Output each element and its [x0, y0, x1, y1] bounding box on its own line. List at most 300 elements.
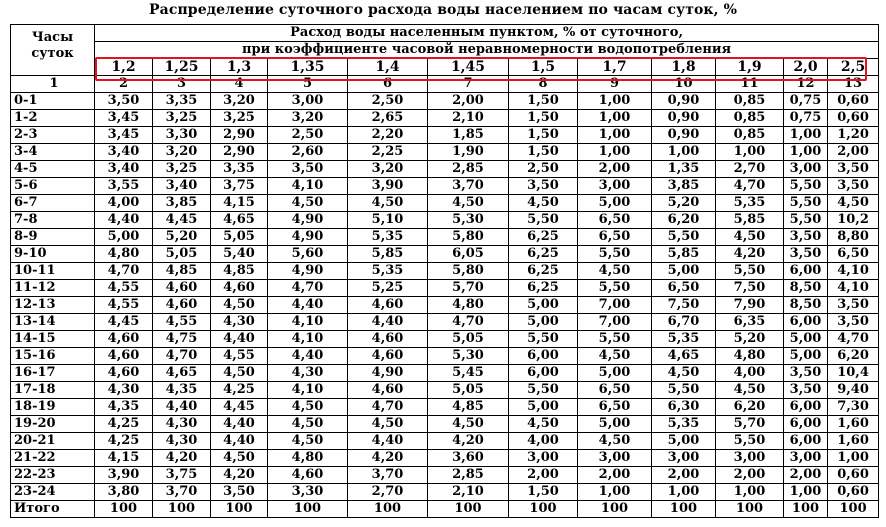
table-row	[11, 110, 879, 127]
value-cell: 0,60	[828, 93, 879, 110]
value-cell: 3,45	[95, 110, 153, 127]
value-cell: 3,50	[95, 93, 153, 110]
hours-header-line2: суток	[31, 46, 74, 61]
value-cell: 5,70	[428, 280, 509, 297]
value-cell: 7,50	[716, 280, 784, 297]
value-cell: 4,50	[716, 229, 784, 246]
value-cell: 5,45	[428, 365, 509, 382]
coefficient-cell: 1,7	[578, 59, 652, 76]
value-cell: 5,00	[652, 263, 716, 280]
value-cell: 5,85	[348, 246, 428, 263]
value-cell: 7,00	[578, 297, 652, 314]
value-cell: 4,60	[95, 365, 153, 382]
value-cell: 4,60	[348, 382, 428, 399]
hour-cell: 5-6	[11, 178, 95, 195]
value-cell: 100	[268, 501, 348, 518]
value-cell: 3,50	[211, 484, 268, 501]
value-cell: 3,00	[268, 93, 348, 110]
value-cell: 5,30	[428, 212, 509, 229]
value-cell: 3,90	[348, 178, 428, 195]
water-consumption-table	[10, 24, 879, 518]
value-cell: 4,30	[268, 365, 348, 382]
value-cell: 6,25	[509, 246, 578, 263]
value-cell: 2,00	[828, 144, 879, 161]
value-cell: 3,60	[428, 450, 509, 467]
value-cell: 0,60	[828, 484, 879, 501]
value-cell: 3,70	[153, 484, 211, 501]
value-cell: 4,85	[428, 399, 509, 416]
value-cell: 3,50	[784, 246, 828, 263]
value-cell: 4,40	[95, 212, 153, 229]
table-row	[11, 501, 879, 518]
value-cell: 5,70	[716, 416, 784, 433]
value-cell: 4,25	[95, 433, 153, 450]
coefficient-row	[11, 59, 879, 76]
value-cell: 3,85	[153, 195, 211, 212]
column-number-cell: 5	[268, 76, 348, 93]
value-cell: 100	[828, 501, 879, 518]
column-number-cell: 2	[95, 76, 153, 93]
value-cell: 4,00	[716, 365, 784, 382]
value-cell: 2,00	[716, 467, 784, 484]
value-cell: 6,30	[652, 399, 716, 416]
value-cell: 100	[784, 501, 828, 518]
table-row	[11, 127, 879, 144]
column-number-cell: 4	[211, 76, 268, 93]
column-number-cell: 6	[348, 76, 428, 93]
value-cell: 4,60	[348, 348, 428, 365]
value-cell: 4,70	[716, 178, 784, 195]
value-cell: 1,00	[716, 144, 784, 161]
value-cell: 4,60	[153, 280, 211, 297]
value-cell: 6,50	[578, 212, 652, 229]
table-body	[11, 25, 879, 518]
hour-cell: 6-7	[11, 195, 95, 212]
value-cell: 2,65	[348, 110, 428, 127]
value-cell: 1,50	[509, 127, 578, 144]
value-cell: 5,05	[428, 331, 509, 348]
value-cell: 4,90	[268, 212, 348, 229]
value-cell: 1,00	[784, 144, 828, 161]
value-cell: 4,50	[348, 416, 428, 433]
column-number-cell: 8	[509, 76, 578, 93]
value-cell: 1,60	[828, 416, 879, 433]
hour-cell: 10-11	[11, 263, 95, 280]
value-cell: 4,40	[211, 416, 268, 433]
value-cell: 1,50	[509, 144, 578, 161]
hour-cell: 14-15	[11, 331, 95, 348]
value-cell: 5,85	[716, 212, 784, 229]
value-cell: 3,35	[211, 161, 268, 178]
value-cell: 3,75	[211, 178, 268, 195]
value-cell: 5,50	[652, 229, 716, 246]
value-cell: 2,70	[716, 161, 784, 178]
value-cell: 4,10	[268, 382, 348, 399]
value-cell: 5,00	[509, 297, 578, 314]
value-cell: 2,00	[578, 467, 652, 484]
column-number-cell: 7	[428, 76, 509, 93]
value-cell: 4,45	[211, 399, 268, 416]
value-cell: 0,85	[716, 110, 784, 127]
value-cell: 6,50	[578, 399, 652, 416]
value-cell: 4,50	[211, 450, 268, 467]
table-row	[11, 365, 879, 382]
value-cell: 4,70	[348, 399, 428, 416]
value-cell: 5,05	[211, 229, 268, 246]
value-cell: 3,50	[268, 161, 348, 178]
value-cell: 100	[95, 501, 153, 518]
value-cell: 4,60	[211, 280, 268, 297]
value-cell: 3,40	[153, 178, 211, 195]
value-cell: 3,00	[509, 450, 578, 467]
value-cell: 4,50	[578, 433, 652, 450]
value-cell: 5,35	[348, 263, 428, 280]
value-cell: 3,90	[95, 467, 153, 484]
group-header-2	[95, 42, 879, 59]
value-cell: 2,50	[509, 161, 578, 178]
table-row	[11, 484, 879, 501]
value-cell: 4,50	[828, 195, 879, 212]
column-number-cell: 12	[784, 76, 828, 93]
value-cell: 1,60	[828, 433, 879, 450]
value-cell: 4,50	[428, 195, 509, 212]
table-row	[11, 93, 879, 110]
value-cell: 6,20	[828, 348, 879, 365]
value-cell: 4,50	[268, 399, 348, 416]
value-cell: 1,00	[652, 144, 716, 161]
value-cell: 8,80	[828, 229, 879, 246]
value-cell: 5,50	[784, 195, 828, 212]
value-cell: 6,50	[652, 280, 716, 297]
value-cell: 4,80	[428, 297, 509, 314]
value-cell: 0,90	[652, 110, 716, 127]
value-cell: 4,45	[95, 314, 153, 331]
value-cell: 6,00	[509, 348, 578, 365]
value-cell: 5,50	[716, 263, 784, 280]
value-cell: 5,35	[652, 416, 716, 433]
value-cell: 5,50	[652, 382, 716, 399]
value-cell: 4,50	[211, 297, 268, 314]
table-row	[11, 212, 879, 229]
value-cell: 7,90	[716, 297, 784, 314]
value-cell: 3,50	[828, 161, 879, 178]
coefficient-cell: 1,8	[652, 59, 716, 76]
value-cell: 9,40	[828, 382, 879, 399]
hour-cell: 21-22	[11, 450, 95, 467]
value-cell: 0,75	[784, 110, 828, 127]
value-cell: 3,55	[95, 178, 153, 195]
value-cell: 1,00	[784, 484, 828, 501]
value-cell: 3,70	[428, 178, 509, 195]
value-cell: 5,80	[428, 263, 509, 280]
coefficient-cell: 1,3	[211, 59, 268, 76]
table-row	[11, 348, 879, 365]
value-cell: 7,50	[652, 297, 716, 314]
value-cell: 4,50	[578, 263, 652, 280]
value-cell: 1,00	[716, 484, 784, 501]
value-cell: 4,85	[153, 263, 211, 280]
value-cell: 6,50	[578, 229, 652, 246]
value-cell: 8,50	[784, 280, 828, 297]
value-cell: 2,50	[348, 93, 428, 110]
value-cell: 6,70	[652, 314, 716, 331]
table-row	[11, 314, 879, 331]
value-cell: 0,90	[652, 127, 716, 144]
value-cell: 1,90	[428, 144, 509, 161]
value-cell: 3,50	[784, 229, 828, 246]
value-cell: 4,70	[428, 314, 509, 331]
value-cell: 4,40	[211, 433, 268, 450]
value-cell: 5,20	[153, 229, 211, 246]
value-cell: 4,30	[211, 314, 268, 331]
value-cell: 2,20	[348, 127, 428, 144]
value-cell: 6,05	[428, 246, 509, 263]
value-cell: 6,25	[509, 280, 578, 297]
hour-cell: 18-19	[11, 399, 95, 416]
value-cell: 5,60	[268, 246, 348, 263]
group-header	[95, 25, 879, 42]
value-cell: 0,85	[716, 127, 784, 144]
value-cell: 1,35	[652, 161, 716, 178]
value-cell: 0,60	[828, 110, 879, 127]
column-number-cell: 10	[652, 76, 716, 93]
value-cell: 10,2	[828, 212, 879, 229]
column-number-cell: 1	[11, 76, 95, 93]
value-cell: 5,20	[716, 331, 784, 348]
value-cell: 5,00	[784, 331, 828, 348]
group-header-line2: при коэффициенте часовой неравномерности водопотребления	[242, 42, 732, 57]
value-cell: 4,00	[509, 433, 578, 450]
value-cell: 3,00	[578, 450, 652, 467]
header-row-1	[11, 25, 879, 42]
value-cell: 4,60	[95, 331, 153, 348]
value-cell: 5,20	[652, 195, 716, 212]
value-cell: 2,00	[578, 161, 652, 178]
value-cell: 100	[509, 501, 578, 518]
value-cell: 4,65	[211, 212, 268, 229]
table-row	[11, 229, 879, 246]
value-cell: 3,00	[716, 450, 784, 467]
value-cell: 5,30	[428, 348, 509, 365]
value-cell: 4,10	[828, 280, 879, 297]
value-cell: 4,40	[268, 348, 348, 365]
value-cell: 1,50	[509, 484, 578, 501]
value-cell: 4,10	[268, 331, 348, 348]
table-row	[11, 416, 879, 433]
hour-cell: 16-17	[11, 365, 95, 382]
value-cell: 3,30	[153, 127, 211, 144]
value-cell: 3,00	[578, 178, 652, 195]
value-cell: 4,55	[153, 314, 211, 331]
hour-cell: 20-21	[11, 433, 95, 450]
table-row	[11, 178, 879, 195]
value-cell: 4,20	[716, 246, 784, 263]
value-cell: 0,75	[784, 93, 828, 110]
hour-cell: 22-23	[11, 467, 95, 484]
value-cell: 8,50	[784, 297, 828, 314]
value-cell: 3,20	[348, 161, 428, 178]
value-cell: 3,70	[348, 467, 428, 484]
value-cell: 5,00	[509, 399, 578, 416]
hour-cell: 17-18	[11, 382, 95, 399]
value-cell: 2,85	[428, 161, 509, 178]
value-cell: 1,00	[578, 144, 652, 161]
value-cell: 5,50	[716, 433, 784, 450]
value-cell: 4,50	[578, 348, 652, 365]
hour-cell: 3-4	[11, 144, 95, 161]
value-cell: 5,50	[784, 178, 828, 195]
value-cell: 1,20	[828, 127, 879, 144]
value-cell: 4,10	[268, 314, 348, 331]
table-row	[11, 263, 879, 280]
value-cell: 4,15	[95, 450, 153, 467]
column-number-row	[11, 76, 879, 93]
value-cell: 2,00	[652, 467, 716, 484]
hour-cell: 2-3	[11, 127, 95, 144]
value-cell: 6,00	[509, 365, 578, 382]
value-cell: 5,00	[509, 314, 578, 331]
value-cell: 4,60	[348, 297, 428, 314]
value-cell: 3,25	[153, 161, 211, 178]
value-cell: 2,00	[509, 467, 578, 484]
coefficient-cell: 1,25	[153, 59, 211, 76]
value-cell: 3,00	[784, 161, 828, 178]
value-cell: 3,20	[153, 144, 211, 161]
value-cell: 4,85	[211, 263, 268, 280]
column-number-cell: 11	[716, 76, 784, 93]
value-cell: 4,60	[95, 348, 153, 365]
value-cell: 1,50	[509, 110, 578, 127]
value-cell: 4,65	[153, 365, 211, 382]
value-cell: 6,00	[784, 416, 828, 433]
column-number-cell: 13	[828, 76, 879, 93]
value-cell: 6,20	[716, 399, 784, 416]
value-cell: 2,10	[428, 484, 509, 501]
value-cell: 4,50	[509, 195, 578, 212]
hour-cell: 19-20	[11, 416, 95, 433]
value-cell: 5,10	[348, 212, 428, 229]
value-cell: 4,65	[652, 348, 716, 365]
table-row	[11, 246, 879, 263]
table-row	[11, 450, 879, 467]
value-cell: 6,00	[784, 433, 828, 450]
value-cell: 4,00	[95, 195, 153, 212]
table-row	[11, 331, 879, 348]
coefficient-cell: 1,9	[716, 59, 784, 76]
value-cell: 5,05	[428, 382, 509, 399]
value-cell: 4,50	[509, 416, 578, 433]
value-cell: 1,00	[578, 93, 652, 110]
hour-cell: 13-14	[11, 314, 95, 331]
value-cell: 5,50	[509, 382, 578, 399]
value-cell: 3,35	[153, 93, 211, 110]
value-cell: 3,85	[652, 178, 716, 195]
value-cell: 7,00	[578, 314, 652, 331]
hour-cell: 9-10	[11, 246, 95, 263]
value-cell: 4,15	[211, 195, 268, 212]
value-cell: 100	[578, 501, 652, 518]
value-cell: 5,50	[578, 280, 652, 297]
value-cell: 3,00	[652, 450, 716, 467]
value-cell: 4,50	[268, 433, 348, 450]
value-cell: 4,80	[268, 450, 348, 467]
value-cell: 4,55	[211, 348, 268, 365]
hours-column-header	[11, 25, 95, 76]
value-cell: 6,50	[578, 382, 652, 399]
column-number-cell: 3	[153, 76, 211, 93]
coefficient-cell: 1,4	[348, 59, 428, 76]
value-cell: 4,25	[95, 416, 153, 433]
hour-cell: 12-13	[11, 297, 95, 314]
table-row	[11, 144, 879, 161]
value-cell: 6,35	[716, 314, 784, 331]
value-cell: 4,80	[95, 246, 153, 263]
value-cell: 5,35	[348, 229, 428, 246]
coefficient-cell: 2,5	[828, 59, 879, 76]
value-cell: 4,50	[211, 365, 268, 382]
value-cell: 4,35	[153, 382, 211, 399]
value-cell: 4,90	[268, 229, 348, 246]
value-cell: 5,00	[578, 195, 652, 212]
table-row	[11, 161, 879, 178]
value-cell: 2,00	[428, 93, 509, 110]
value-cell: 5,50	[509, 212, 578, 229]
value-cell: 4,10	[828, 263, 879, 280]
coefficient-cell: 1,2	[95, 59, 153, 76]
value-cell: 4,40	[211, 331, 268, 348]
value-cell: 4,55	[95, 297, 153, 314]
value-cell: 3,50	[828, 178, 879, 195]
value-cell: 4,40	[348, 433, 428, 450]
value-cell: 100	[348, 501, 428, 518]
value-cell: 0,90	[652, 93, 716, 110]
value-cell: 5,50	[578, 331, 652, 348]
value-cell: 4,40	[348, 314, 428, 331]
value-cell: 4,40	[268, 297, 348, 314]
value-cell: 4,60	[268, 467, 348, 484]
value-cell: 2,25	[348, 144, 428, 161]
value-cell: 2,00	[784, 467, 828, 484]
value-cell: 2,10	[428, 110, 509, 127]
value-cell: 4,50	[348, 195, 428, 212]
value-cell: 5,00	[95, 229, 153, 246]
table-row	[11, 399, 879, 416]
hour-cell: 23-24	[11, 484, 95, 501]
value-cell: 100	[652, 501, 716, 518]
value-cell: 7,30	[828, 399, 879, 416]
value-cell: 6,25	[509, 263, 578, 280]
coefficient-cell: 1,45	[428, 59, 509, 76]
value-cell: 5,00	[578, 365, 652, 382]
value-cell: 6,00	[784, 314, 828, 331]
table-row	[11, 433, 879, 450]
value-cell: 5,25	[348, 280, 428, 297]
value-cell: 100	[716, 501, 784, 518]
table-row	[11, 297, 879, 314]
value-cell: 4,20	[153, 450, 211, 467]
value-cell: 2,90	[211, 127, 268, 144]
value-cell: 2,70	[348, 484, 428, 501]
column-number-cell: 9	[578, 76, 652, 93]
table-row	[11, 195, 879, 212]
value-cell: 3,75	[153, 467, 211, 484]
value-cell: 5,05	[153, 246, 211, 263]
hour-cell: 7-8	[11, 212, 95, 229]
value-cell: 5,00	[578, 416, 652, 433]
table-row	[11, 382, 879, 399]
value-cell: 5,50	[784, 212, 828, 229]
value-cell: 5,50	[509, 331, 578, 348]
